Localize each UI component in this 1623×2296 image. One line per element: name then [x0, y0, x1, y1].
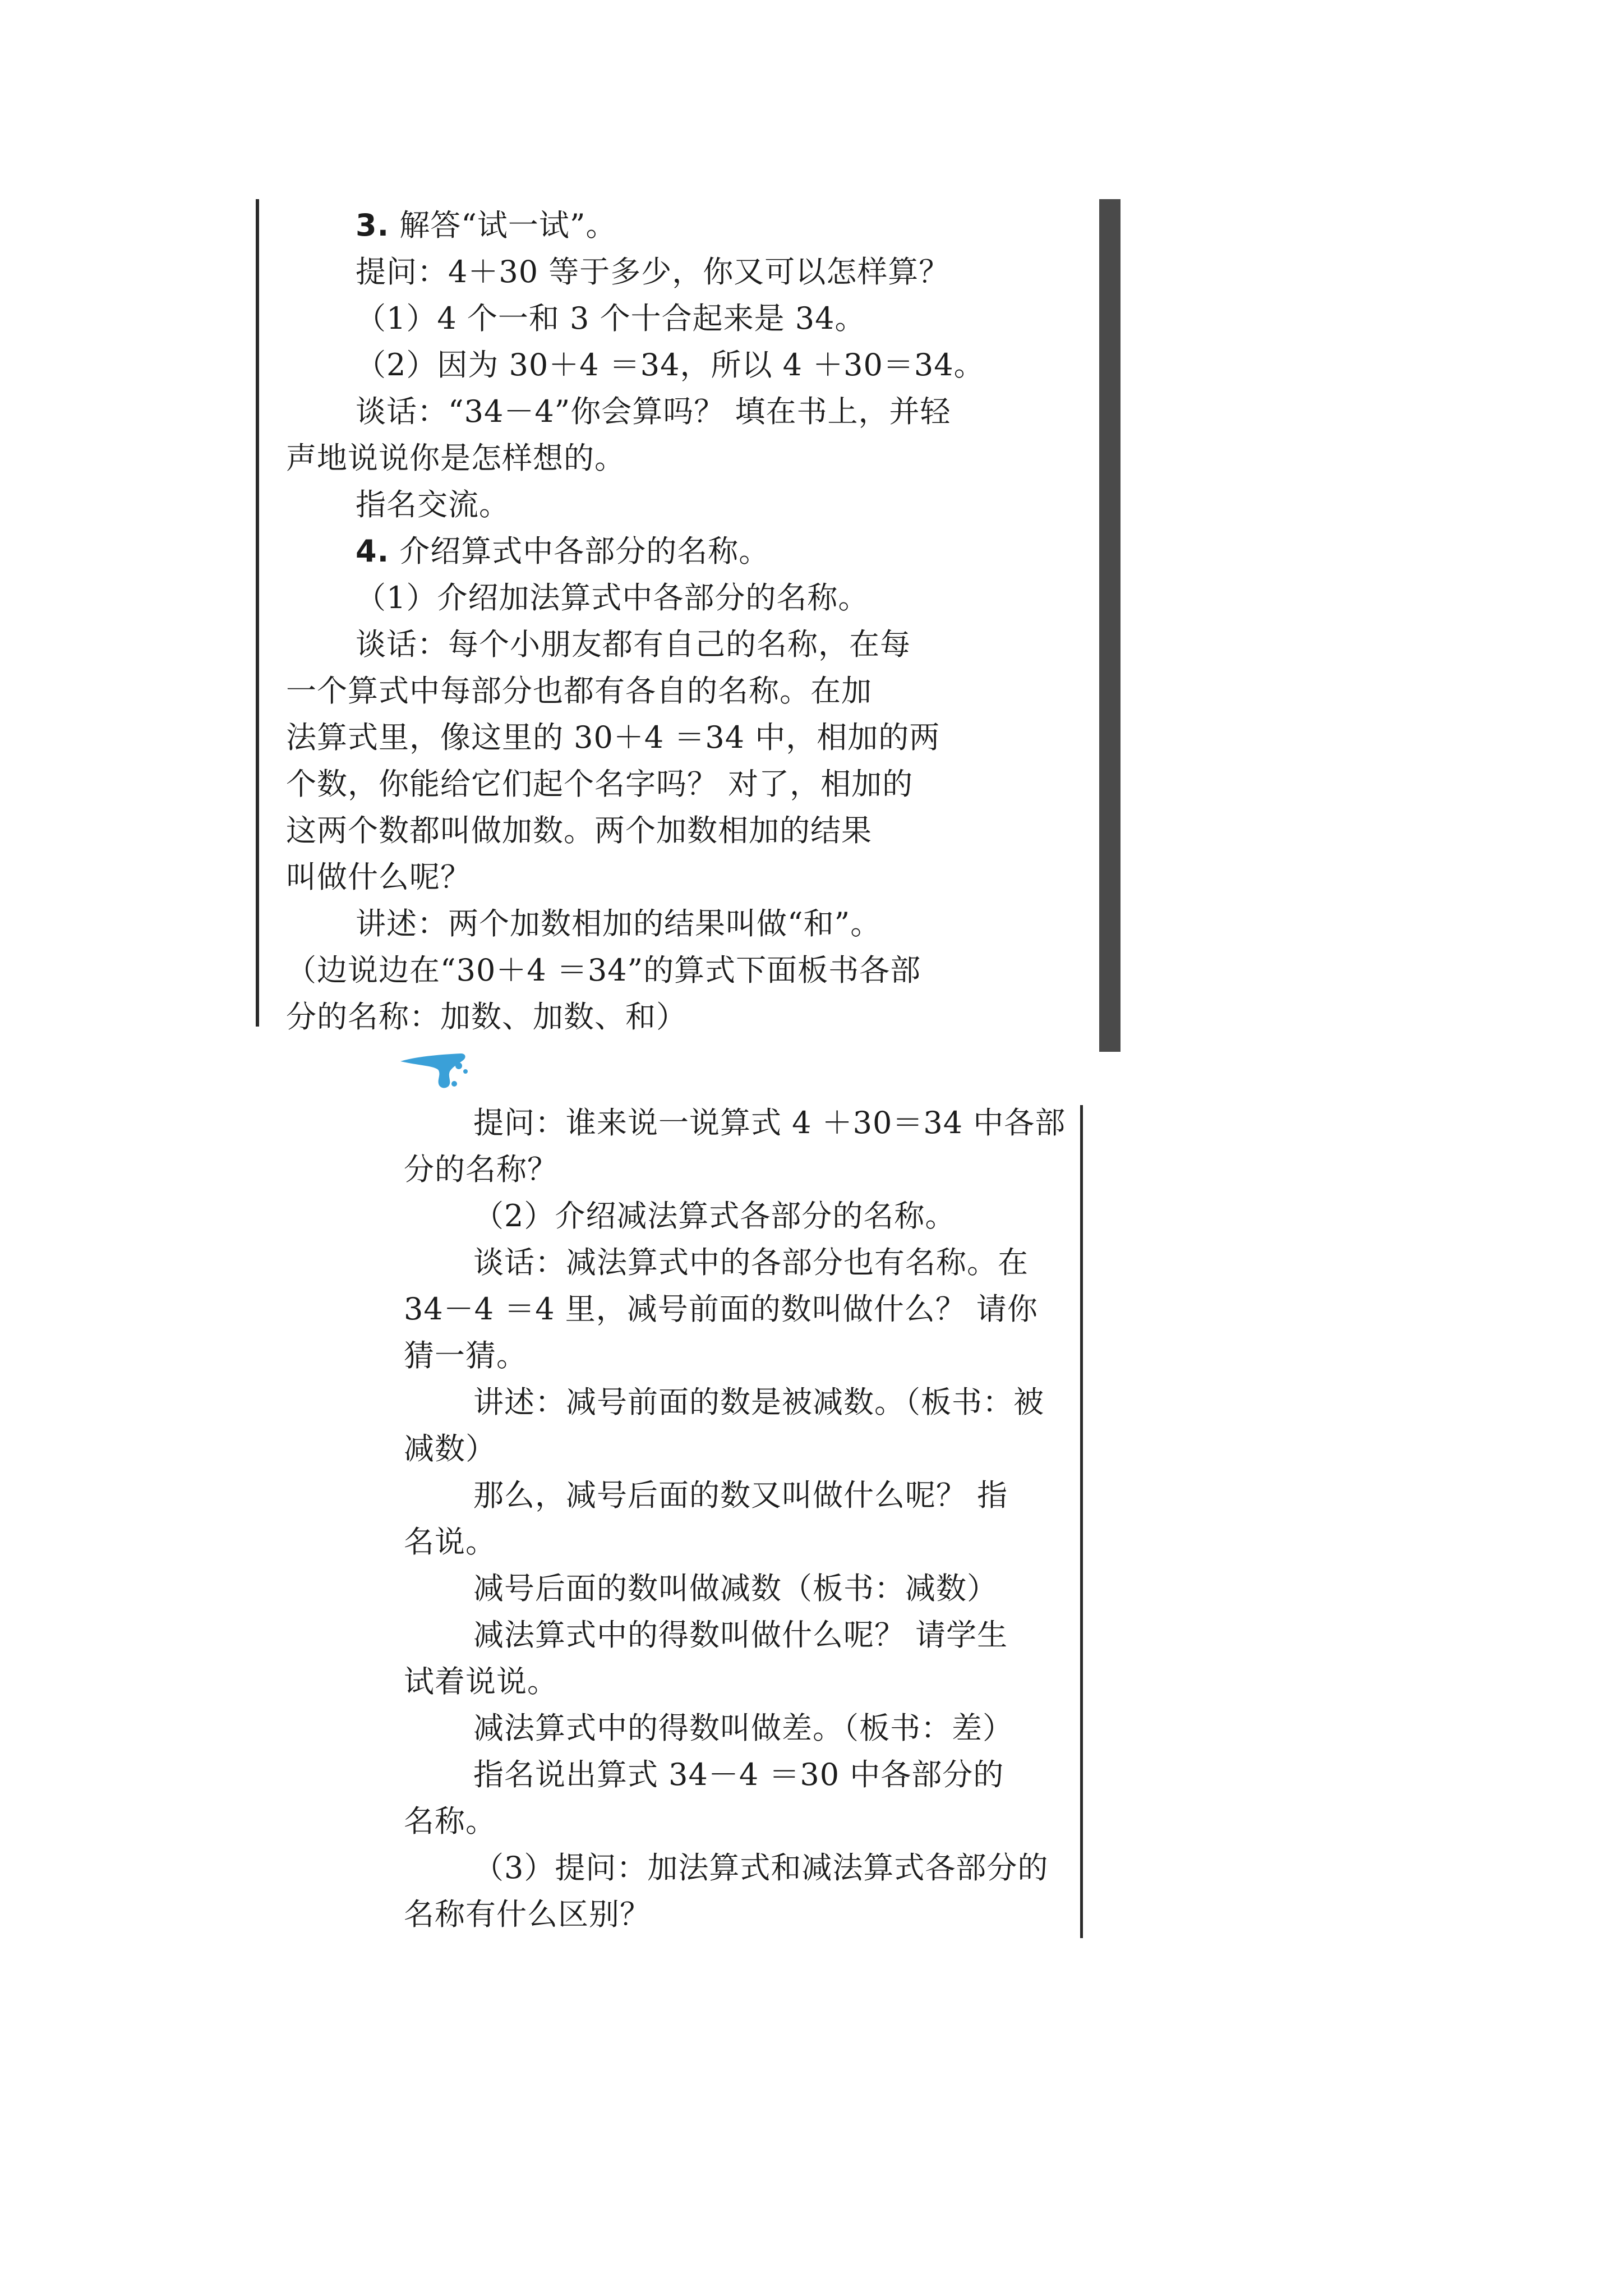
- text-line: 减数）: [404, 1431, 496, 1466]
- text-line: 这两个数都叫做加数。两个加数相加的结果: [286, 813, 872, 848]
- text-line: 谈话：“34－4”你会算吗？ 填在书上，并轻: [356, 394, 951, 429]
- text-line: （1）4 个一和 3 个十合起来是 34。: [356, 301, 866, 336]
- text-line: （3）提问：加法算式和减法算式各部分的: [473, 1850, 1049, 1885]
- text-line: 讲述：减号前面的数是被减数。（板书：被: [473, 1384, 1044, 1420]
- text-line: 名说。: [404, 1524, 496, 1559]
- text-block-top: [286, 202, 985, 1040]
- text-line: 讲述：两个加数相加的结果叫做“和”。: [356, 906, 882, 941]
- text-line: 提问：4＋30 等于多少，你又可以怎样算？: [356, 254, 950, 289]
- text-line: 试着说说。: [404, 1664, 558, 1699]
- text-line: 减号后面的数叫做减数（板书：减数）: [473, 1571, 998, 1606]
- text-line: 减法算式中的得数叫做什么呢？ 请学生: [473, 1617, 1008, 1653]
- text-line: 法算式里，像这里的 30＋4 ＝34 中，相加的两: [286, 720, 940, 755]
- text-line: 提问：谁来说一说算式 4 ＋30＝34 中各部: [473, 1105, 1066, 1140]
- text-line: 那么，减号后面的数又叫做什么呢？ 指: [473, 1478, 1008, 1513]
- text-line: （1）介绍加法算式中各部分的名称。: [356, 580, 869, 615]
- right-margin-bar: [1099, 199, 1121, 1052]
- text-line: 减法算式中的得数叫做差。（板书：差）: [473, 1710, 1013, 1746]
- text-line: 谈话：每个小朋友都有自己的名称，在每: [356, 627, 911, 662]
- text-line: 34－4 ＝4 里，减号前面的数叫做什么？ 请你: [404, 1291, 1038, 1327]
- section-heading-3: 3. 解答“试一试”。: [356, 208, 617, 243]
- section-heading-4: 4. 介绍算式中各部分的名称。: [356, 533, 770, 569]
- text-line: 个数，你能给它们起个名字吗？ 对了，相加的: [286, 766, 914, 802]
- text-line: 指名交流。: [356, 487, 510, 522]
- left-margin-rule: [256, 199, 259, 1027]
- text-line: 指名说出算式 34－4 ＝30 中各部分的: [473, 1757, 1004, 1792]
- text-line: （2）因为 30＋4 ＝34，所以 4 ＋30＝34。: [356, 347, 985, 383]
- text-line: 猜一猜。: [404, 1338, 527, 1373]
- text-block-bottom: [404, 1099, 1066, 1938]
- text-line: （2）介绍减法算式各部分的名称。: [473, 1198, 956, 1234]
- text-line: 叫做什么呢？: [286, 859, 471, 895]
- text-line: 声地说说你是怎样想的。: [286, 440, 625, 476]
- text-line: （边说边在“30＋4 ＝34”的算式下面板书各部: [286, 953, 921, 988]
- text-line: 一个算式中每部分也都有各自的名称。在加: [286, 673, 872, 708]
- text-line: 名称。: [404, 1803, 496, 1839]
- text-line: 分的名称？: [404, 1152, 558, 1187]
- blue-splash-ornament-icon: [398, 1049, 471, 1094]
- right-margin-rule: [1080, 1105, 1083, 1938]
- text-line: 谈话：减法算式中的各部分也有名称。在: [473, 1245, 1029, 1280]
- text-line: 名称有什么区别？: [404, 1897, 651, 1932]
- text-line: 分的名称：加数、加数、和）: [286, 999, 687, 1034]
